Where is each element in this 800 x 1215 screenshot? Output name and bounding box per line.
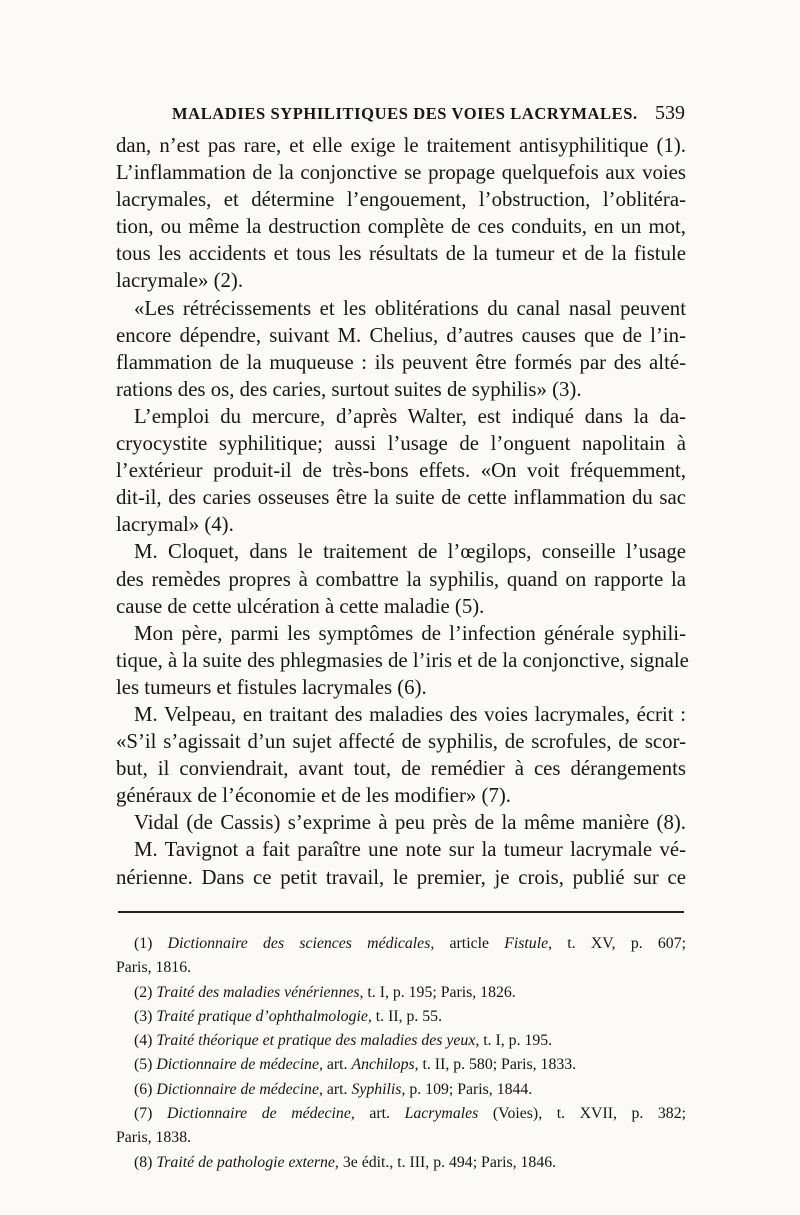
text-line: dit-il, des caries osseuses être la suite de cette inflammation du sac [116, 486, 686, 510]
footnote-continuation: Paris, 1816. [116, 959, 192, 977]
footnote-title: Traité des maladies vénériennes, [156, 983, 364, 1001]
footnote-title: Traité théorique et pratique des maladies des yeux, [156, 1032, 480, 1050]
footnote-text: 3e édit., t. III, p. 494; Paris, 1846. [338, 1153, 557, 1171]
footnote-text: article [434, 935, 505, 952]
footnote-title: Fistule [504, 935, 549, 952]
text-line: L’inflammation de la conjonctive se propage quelquefois aux voies [116, 161, 686, 185]
text-line: tique, à la suite des phlegmasies de l’iris et de la conjonctive, signale [116, 648, 689, 672]
text-line: nérienne. Dans ce petit travail, le premier, je crois, publié sur ce [116, 865, 686, 889]
text-line: des remèdes propres à combattre la syphilis, quand on rapporte la [116, 567, 686, 591]
footnote-title: Dictionnaire de médecine, [167, 1105, 355, 1123]
text-line: dan, n’est pas rare, et elle exige le traitement antisyphilitique (1). [116, 134, 686, 157]
footnote-title: Anchilops [351, 1056, 415, 1074]
footnote-continuation: Paris, 1838. [116, 1129, 192, 1147]
text-line: lacrymale» (2). [116, 269, 244, 293]
text-line: «S’il s’agissait d’un sujet affecté de syphilis, de scrofules, de scor- [116, 730, 686, 754]
text-line: lacrymal» (4). [116, 513, 234, 537]
footnote-text: , t. II, p. 580; Paris, 1833. [414, 1056, 577, 1074]
footnote-number: (2) [134, 983, 153, 1001]
text-line: flammation de la muqueuse : ils peuvent être formés par des alté- [116, 350, 686, 374]
text-line: généraux de l’économie et de les modifier» (7). [116, 784, 511, 808]
text-line: lacrymales, et détermine l’engouement, l’obstruction, l’oblitéra- [116, 188, 686, 212]
footnote [116, 932, 686, 956]
text-line: cause de cette ulcération à cette maladie (5). [116, 594, 485, 618]
footnote [116, 1102, 686, 1126]
footnote-number: (3) [134, 1007, 153, 1025]
body-text [116, 132, 689, 891]
footnote [116, 1151, 686, 1175]
text-line: L’emploi du mercure, d’après Walter, est indiqué dans la da- [134, 404, 686, 428]
text-line: M. Velpeau, en traitant des maladies des voies lacrymales, écrit : [134, 702, 686, 726]
text-line: cryocystite syphilitique; aussi l’usage de l’onguent napolitain à [116, 432, 686, 456]
footnote-number: (7) [134, 1105, 153, 1123]
text-line: l’extérieur produit-il de très-bons effets. «On voit fréquemment, [116, 459, 686, 483]
text-line: «Les rétrécissements et les oblitérations du canal nasal peuvent [134, 296, 686, 320]
running-title: MALADIES SYPHILITIQUES DES VOIES LACRYMALES. [172, 104, 638, 123]
footnote-number: (6) [134, 1080, 153, 1098]
footnote-text: (Voies), t. XVII, p. 382; [478, 1105, 686, 1123]
footnote [116, 981, 686, 1005]
footnote-title: Dictionnaire de médecine, [156, 1080, 323, 1098]
text-line: but, il conviendrait, avant tout, de remédier à ces dérangements [116, 757, 686, 781]
text-line: tous les accidents et tous les résultats de la tumeur et de la fistule [116, 242, 686, 266]
footnote [116, 1029, 686, 1053]
text-line: rations des os, des caries, surtout suites de syphilis» (3). [116, 377, 582, 401]
footnote [116, 1005, 686, 1029]
footnote-rule [118, 911, 684, 913]
text-line: les tumeurs et fistules lacrymales (6). [116, 675, 427, 699]
footnote-text: , p. 109; Paris, 1844. [401, 1080, 533, 1098]
footnote-title: Syphilis [351, 1080, 402, 1098]
text-line: M. Cloquet, dans le traitement de l’œgilops, conseille l’usage [134, 540, 686, 564]
footnote-text: t. I, p. 195; Paris, 1826. [363, 983, 516, 1001]
footnote [116, 1078, 686, 1102]
footnote-title: Dictionnaire de médecine, [156, 1056, 323, 1074]
text-line: Mon père, parmi les symptômes de l’infection générale syphili- [134, 621, 686, 645]
text-line: tion, ou même la destruction complète de ces conduits, en un mot, [116, 215, 686, 239]
footnote-text: art. [354, 1105, 405, 1123]
footnote-title: Dictionnaire des sciences médicales, [167, 935, 435, 952]
page-number: 539 [655, 102, 685, 124]
footnote-text: art. [322, 1080, 352, 1098]
footnote-text: t. I, p. 195. [479, 1032, 553, 1050]
text-line: M. Tavignot a fait paraître une note sur la tumeur lacrymale vé- [134, 838, 686, 862]
footnote-number: (5) [134, 1056, 153, 1074]
footnote-number: (1) [134, 935, 153, 952]
footnote-title: Traité de pathologie externe, [156, 1153, 339, 1171]
text-line: encore dépendre, suivant M. Chelius, d’autres causes que de l’in- [116, 323, 686, 347]
footnote-title: Traité pratique d’ophthalmologie, [156, 1007, 372, 1025]
footnote-text: , t. XV, p. 607; [548, 935, 686, 952]
footnote-text: t. II, p. 55. [371, 1007, 443, 1025]
footnotes [116, 932, 686, 1175]
text-line: Vidal (de Cassis) s’exprime à peu près de la même manière (8). [134, 811, 686, 835]
footnote-text: art. [322, 1056, 352, 1074]
running-header [172, 100, 685, 130]
footnote-number: (4) [134, 1032, 153, 1050]
footnote-title: Lacrymales [404, 1105, 479, 1123]
footnote [116, 1053, 686, 1077]
footnote-number: (8) [134, 1153, 153, 1171]
